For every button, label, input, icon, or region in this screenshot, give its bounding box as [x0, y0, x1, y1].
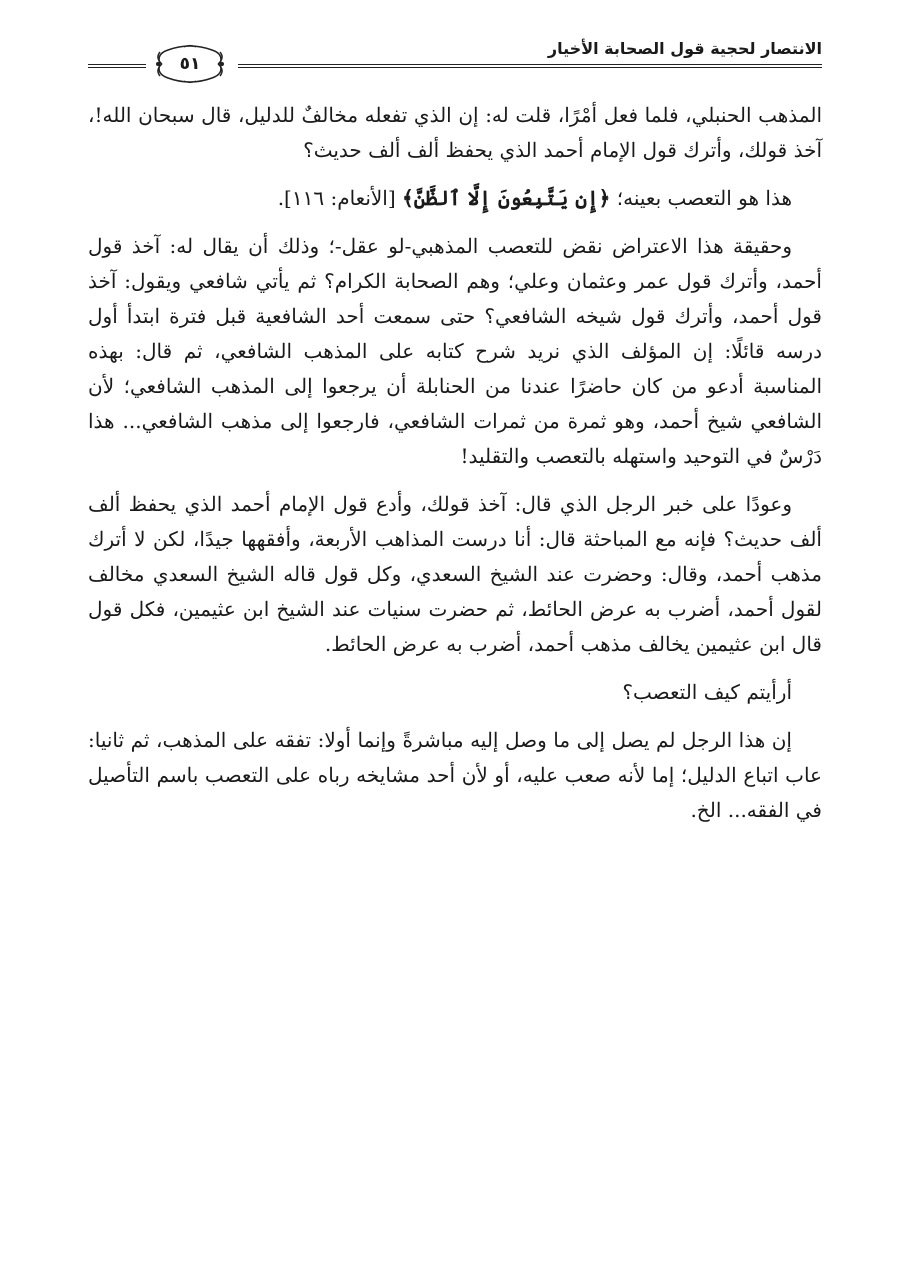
- paragraph-1: المذهب الحنبلي، فلما فعل أمْرًا، قلت له: إن الذي تفعله مخالفٌ للدليل، قال سبحان الله!، آخذ قولك، وأترك قول الإمام أحمد الذي يحفظ ألف ألف حديث؟: [88, 103, 822, 162]
- paragraph-2: [88, 181, 822, 216]
- page-body: [88, 98, 822, 841]
- quran-verse: ﴿إِن يَتَّبِعُونَ إِلَّا ٱلظَّنَّ﴾: [402, 186, 611, 210]
- header-rule-short: [88, 64, 146, 68]
- page-number: ٥١: [179, 54, 201, 74]
- page-number-ornament: [154, 44, 226, 84]
- paragraph-4: وعودًا على خبر الرجل الذي قال: آخذ قولك، وأدع قول الإمام أحمد الذي يحفظ ألف ألف حديث؟ فإنه مع المباحثة قال: أنا درست المذاهب الأربعة، وأفقهها جيدًا، لكن لا أترك مذهب أحمد، وقال: وحضرت عند الشيخ السعدي، وكل قول قاله الشيخ السعدي مخالف لقول أحمد، أضرب به عرض الحائط، ثم حضرت سنيات عند الشيخ ابن عثيمين، فكل قول قال ابن عثيمين يخالف مذهب أحمد، أضرب به عرض الحائط.: [88, 492, 822, 656]
- header-rule: [238, 64, 822, 68]
- paragraph-3: وحقيقة هذا الاعتراض نقض للتعصب المذهبي-لو عقل-؛ وذلك أن يقال له: آخذ قول أحمد، وأترك قول عمر وعثمان وعلي؛ وهم الصحابة الكرام؟ ثم يأتي شافعي ويقول: آخذ قول أحمد، وأترك قول شيخه الشافعي؟ حتى سمعت أحد الشافعية قبل فترة ابتدأ أول درسه قائلًا: إن المؤلف الذي نريد شرح كتابه على المذهب الشافعي، ثم قال: بهذه المناسبة أدعو من كان حاضرًا عندنا من الحنابلة أن يرجعوا إلى المذهب الشافعي؛ لأن الشافعي شيخ أحمد، وهو ثمرة من ثمرات الشافعي، فارجعوا إلى مذهب الشافعي... هذا دَرْسٌ في التوحيد واستهله بالتعصب والتقليد!: [88, 234, 823, 468]
- running-title: الانتصار لحجية قول الصحابة الأخيار: [547, 39, 822, 58]
- page-header: [88, 38, 822, 88]
- paragraph-6: إن هذا الرجل لم يصل إلى ما وصل إليه مباشرةً وإنما أولا: تفقه على المذهب، ثم ثانيا: عاب اتباع الدليل؛ إما لأنه صعب عليه، أو لأن أحد مشايخه رباه على التعصب باسم التأصيل في الفقه... الخ.: [88, 728, 822, 822]
- paragraph-5: أرأيتم كيف التعصب؟: [622, 680, 792, 704]
- verse-reference: [الأنعام: ١١٦].: [277, 186, 403, 210]
- paragraph-2-text: هذا هو التعصب بعينه؛: [610, 186, 792, 210]
